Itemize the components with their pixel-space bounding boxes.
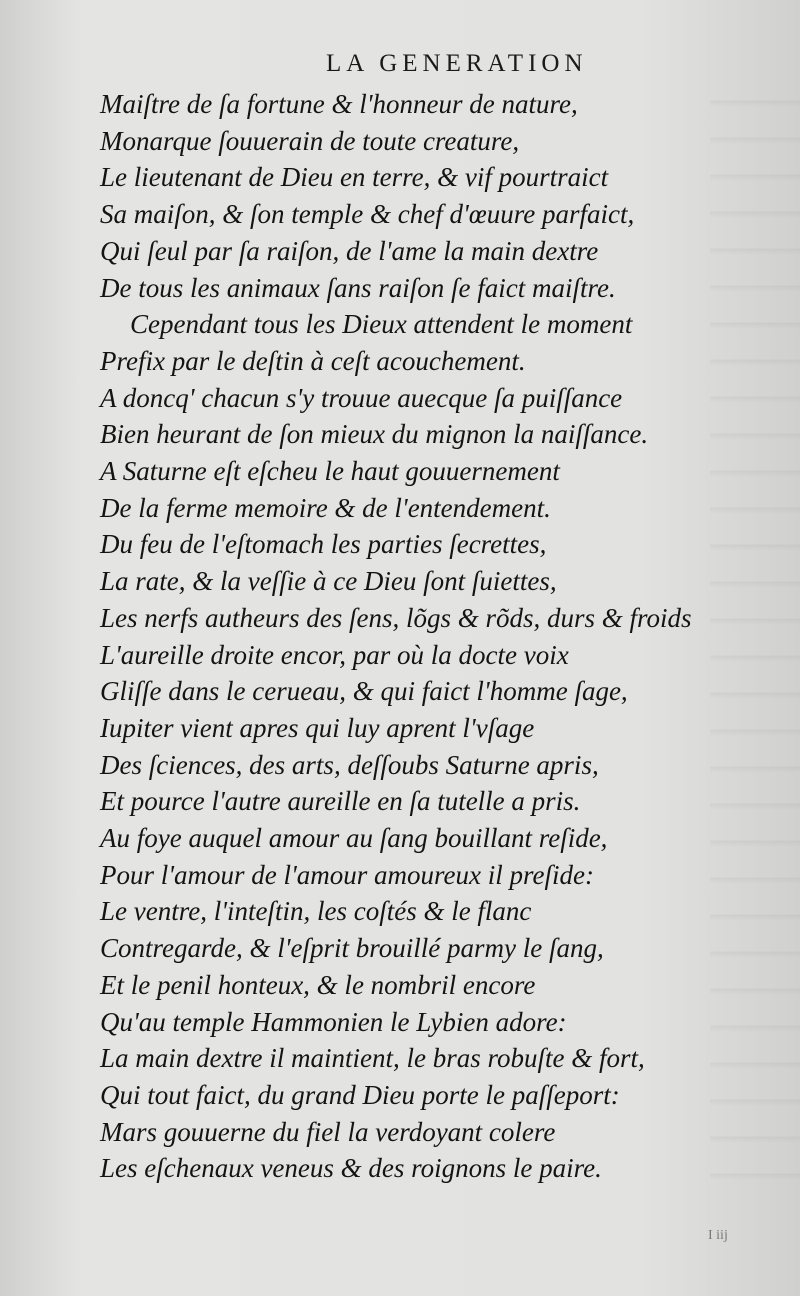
verse-line: Gliſſe dans le cerueau, & qui faict l'homme ſage,	[100, 676, 628, 707]
running-head: LA GENERATION	[326, 50, 588, 77]
verse-line: Du feu de l'eſtomach les parties ſecrettes,	[100, 529, 547, 560]
verse-line: Cependant tous les Dieux attendent le moment	[130, 309, 633, 340]
verse-line: Qui tout faict, du grand Dieu porte le paſſeport:	[100, 1079, 620, 1110]
verse-line: Pour l'amour de l'amour amoureux il preſide:	[100, 859, 594, 890]
signature-mark: I iij	[708, 1228, 728, 1243]
verse-line: De la ferme memoire & de l'entendement.	[100, 492, 551, 523]
verse-line: Et le penil honteux, & le nombril encore	[100, 969, 536, 1000]
verse-line: Qui ſeul par ſa raiſon, de l'ame la main dextre	[100, 235, 599, 266]
verse-line: Bien heurant de ſon mieux du mignon la naiſſance.	[100, 419, 649, 450]
verse-line: La main dextre il maintient, le bras robuſte & fort,	[100, 1043, 645, 1074]
verse-line: Les eſchenaux veneus & des roignons le paire.	[100, 1153, 602, 1184]
verse-line: Le ventre, l'inteſtin, les coſtés & le flanc	[100, 896, 532, 927]
verse-line: Mars gouuerne du fiel la verdoyant colere	[100, 1116, 556, 1147]
verse-line: Prefix par le deſtin à ceſt acouchement.	[100, 345, 526, 376]
verse-line: La rate, & la veſſie à ce Dieu ſont ſuiettes,	[100, 566, 557, 597]
verse-line: A Saturne eſt eſcheu le haut gouuernement	[100, 456, 560, 487]
verse-line: Sa maiſon, & ſon temple & chef d'œuure parfaict,	[100, 199, 635, 230]
verse-line: Le lieutenant de Dieu en terre, & vif pourtraict	[100, 162, 609, 193]
verse-line: De tous les animaux ſans raiſon ſe faict maiſtre.	[100, 272, 616, 303]
verse-block	[100, 86, 700, 1187]
verse-line: A doncq' chacun s'y trouue auecque ſa puiſſance	[100, 382, 623, 413]
verse-line: Iupiter vient apres qui luy aprent l'vſage	[100, 712, 535, 743]
verse-line: Au foye auquel amour au ſang bouillant reſide,	[100, 823, 608, 854]
verse-line: Maiſtre de ſa fortune & l'honneur de nature,	[100, 89, 578, 119]
verse-line: Qu'au temple Hammonien le Lybien adore:	[100, 1006, 567, 1037]
verse-line: Les nerfs autheurs des ſens, lõgs & rõds, durs & froids	[100, 602, 692, 633]
verse-line: Des ſciences, des arts, deſſoubs Saturne apris,	[100, 749, 599, 780]
show-through-text	[710, 70, 800, 1210]
verse-line: L'aureille droite encor, par où la docte voix	[100, 639, 569, 670]
verse-line: Et pource l'autre aureille en ſa tutelle a pris.	[100, 786, 581, 817]
verse-line: Monarque ſouuerain de toute creature,	[100, 125, 520, 156]
verse-line: Contregarde, & l'eſprit brouillé parmy le ſang,	[100, 933, 604, 964]
